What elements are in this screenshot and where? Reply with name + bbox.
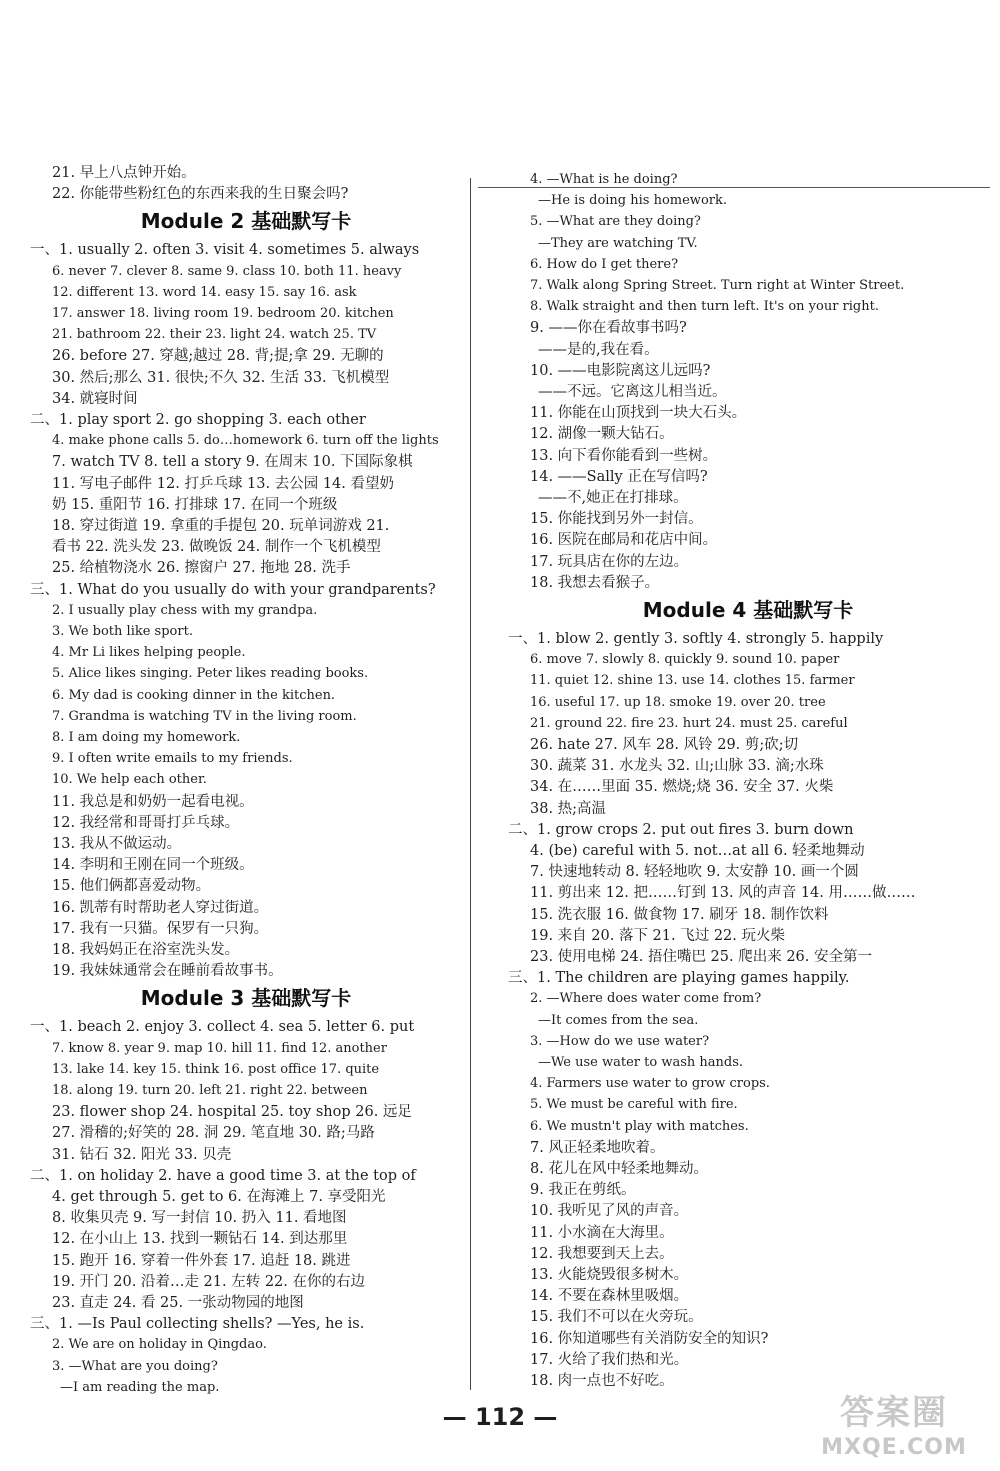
answer-line: 10. ——电影院离这儿远吗? bbox=[530, 362, 711, 379]
answer-line: 19. 开门 20. 沿着…走 21. 左转 22. 在你的右边 bbox=[52, 1273, 366, 1290]
answer-line: 8. 花儿在风中轻柔地舞动。 bbox=[530, 1161, 708, 1177]
answer-line: —He is doing his homework. bbox=[538, 193, 727, 209]
page-number: — 112 — bbox=[442, 1403, 558, 1431]
answer-line: 34. 就寝时间 bbox=[52, 390, 138, 407]
answer-line: 6. never 7. clever 8. same 9. class 10. both 11. heavy bbox=[52, 263, 402, 279]
answer-line: 13. 向下看你能看到一些树。 bbox=[530, 447, 718, 464]
answer-line: 14. 李明和王刚在同一个班级。 bbox=[52, 857, 254, 874]
answer-line: 22. 你能带些粉红色的东西来我的生日聚会吗? bbox=[52, 186, 349, 203]
answer-line: ——不,她正在打排球。 bbox=[538, 490, 688, 506]
answer-line: 15. 我们不可以在火旁玩。 bbox=[530, 1309, 703, 1326]
answer-line: 11. 小水滴在大海里。 bbox=[530, 1224, 674, 1241]
answer-line: 17. 火给了我们热和光。 bbox=[530, 1351, 689, 1368]
answer-line: ——不远。它离这儿相当近。 bbox=[538, 384, 727, 400]
answer-line: 38. 热;高温 bbox=[530, 800, 607, 817]
answer-line: 7. know 8. year 9. map 10. hill 11. find 12. another bbox=[52, 1040, 387, 1056]
answer-line: 4. (be) careful with 5. not…at all 6. 轻柔地舞动 bbox=[530, 843, 865, 859]
answer-line: 17. answer 18. living room 19. bedroom 20. kitchen bbox=[52, 306, 394, 321]
answer-line: 5. —What are they doing? bbox=[530, 214, 701, 230]
answer-line: 6. We mustn't play with matches. bbox=[530, 1118, 749, 1134]
answer-line: 30. 蔬菜 31. 水龙头 32. 山;山脉 33. 滴;水珠 bbox=[530, 758, 824, 775]
answer-line: 16. 你知道哪些有关消防安全的知识? bbox=[530, 1330, 769, 1347]
answer-line: 15. 你能找到另外一封信。 bbox=[530, 511, 703, 528]
answer-line: 2. —Where does water come from? bbox=[530, 991, 762, 1007]
answer-line: 7. 风正轻柔地吹着。 bbox=[530, 1139, 665, 1156]
watermark-url: MXQE.COM bbox=[821, 1435, 967, 1460]
answer-line: 12. 在小山上 13. 找到一颗钻石 14. 到达那里 bbox=[52, 1231, 348, 1248]
watermark-text: 答案圈 bbox=[840, 1393, 948, 1433]
answer-line: 3. —How do we use water? bbox=[530, 1033, 710, 1049]
answer-line: 26. hate 27. 风车 28. 风铃 29. 剪;砍;切 bbox=[530, 737, 799, 753]
answer-line: 15. 跑开 16. 穿着一件外套 17. 追赶 18. 跳进 bbox=[52, 1252, 351, 1269]
answer-line: 6. How do I get there? bbox=[530, 256, 679, 272]
answer-line: 30. 然后;那么 31. 很快;不久 32. 生活 33. 飞机模型 bbox=[52, 369, 390, 386]
answer-line: 23. 使用电梯 24. 捂住嘴巴 25. 爬出来 26. 安全第一 bbox=[530, 949, 873, 965]
answer-line: ——是的,我在看。 bbox=[538, 341, 659, 358]
answer-line: 8. Walk straight and then turn left. It's on your right. bbox=[530, 299, 879, 315]
answer-line: 三、1. The children are playing games happily. bbox=[508, 970, 850, 987]
module-heading: Module 3 基础默写卡 bbox=[140, 986, 352, 1011]
answer-line: 11. 我总是和奶奶一起看电视。 bbox=[52, 793, 254, 810]
answer-line: 7. watch TV 8. tell a story 9. 在周末 10. 下国际象棋 bbox=[52, 454, 413, 471]
answer-line: 5. We must be careful with fire. bbox=[530, 1097, 738, 1113]
answer-line: 7. Grandma is watching TV in the living room. bbox=[52, 708, 357, 724]
answer-line: 9. ——你在看故事书吗? bbox=[530, 320, 687, 337]
answer-line: —We use water to wash hands. bbox=[538, 1055, 743, 1070]
answer-line: 三、1. —Is Paul collecting shells? —Yes, he is. bbox=[30, 1316, 365, 1333]
answer-line: 7. 快速地转动 8. 轻轻地吹 9. 太安静 10. 画一个圆 bbox=[530, 864, 859, 881]
answer-line: 12. 湖像一颗大钻石。 bbox=[530, 426, 674, 443]
answer-line: 31. 钻石 32. 阳光 33. 贝壳 bbox=[52, 1146, 232, 1163]
answer-line: 12. 我想要到天上去。 bbox=[530, 1245, 674, 1262]
answer-line: 34. 在……里面 35. 燃烧;烧 36. 安全 37. 火柴 bbox=[530, 779, 834, 796]
answer-line: 16. 医院在邮局和花店中间。 bbox=[530, 532, 718, 549]
answer-line: 二、1. on holiday 2. have a good time 3. at the top of bbox=[30, 1167, 416, 1184]
answer-line: 一、1. beach 2. enjoy 3. collect 4. sea 5. letter 6. put bbox=[30, 1019, 415, 1036]
answer-line: 18. 肉一点也不好吃。 bbox=[530, 1373, 674, 1389]
answer-line: 2. I usually play chess with my grandpa. bbox=[52, 602, 318, 618]
answer-line: 9. I often write emails to my friends. bbox=[52, 751, 293, 767]
answer-line: 一、1. blow 2. gently 3. softly 4. strongly 5. happily bbox=[508, 631, 884, 647]
answer-line: 4. —What is he doing? bbox=[530, 172, 678, 187]
answer-line: 9. 我正在剪纸。 bbox=[530, 1182, 636, 1199]
answer-line: 23. flower shop 24. hospital 25. toy shop 26. 远足 bbox=[52, 1104, 412, 1121]
answer-line: 4. make phone calls 5. do…homework 6. turn off the lights bbox=[52, 433, 439, 449]
answer-line: 23. 直走 24. 看 25. 一张动物园的地图 bbox=[52, 1295, 304, 1311]
answer-line: 8. 收集贝壳 9. 写一封信 10. 扔入 11. 看地图 bbox=[52, 1210, 347, 1227]
column-divider bbox=[470, 178, 471, 1390]
answer-line: 6. My dad is cooking dinner in the kitchen. bbox=[52, 687, 336, 703]
answer-line: 21. ground 22. fire 23. hurt 24. must 25. careful bbox=[530, 715, 848, 731]
answer-line: 8. I am doing my homework. bbox=[52, 730, 241, 745]
answer-line: 二、1. grow crops 2. put out fires 3. burn down bbox=[508, 821, 854, 838]
answer-line: 13. lake 14. key 15. think 16. post office 17. quite bbox=[52, 1061, 380, 1077]
answer-line: 17. 我有一只猫。保罗有一只狗。 bbox=[52, 920, 269, 937]
answer-line: 2. We are on holiday in Qingdao. bbox=[52, 1337, 267, 1353]
answer-line: 18. 穿过街道 19. 拿重的手提包 20. 玩单词游戏 21. bbox=[52, 518, 390, 534]
answer-line: 7. Walk along Spring Street. Turn right at Winter Street. bbox=[530, 278, 905, 293]
watermark-logo bbox=[794, 1392, 994, 1468]
module-heading: Module 4 基础默写卡 bbox=[642, 598, 854, 622]
answer-line: 12. different 13. word 14. easy 15. say 16. ask bbox=[52, 284, 357, 300]
answer-line: 5. Alice likes singing. Peter likes reading books. bbox=[52, 666, 369, 682]
answer-line: 17. 玩具店在你的左边。 bbox=[530, 553, 689, 570]
answer-line: 4. Mr Li likes helping people. bbox=[52, 645, 246, 661]
answer-line: 6. move 7. slowly 8. quickly 9. sound 10. paper bbox=[530, 652, 840, 668]
answer-line: 10. 我听见了风的声音。 bbox=[530, 1203, 689, 1220]
answer-line: —They are watching TV. bbox=[538, 235, 698, 251]
answer-line: —I am reading the map. bbox=[60, 1379, 220, 1395]
answer-line: 三、1. What do you usually do with your grandparents? bbox=[30, 581, 436, 598]
answer-line: 27. 滑稽的;好笑的 28. 洞 29. 笔直地 30. 路;马路 bbox=[52, 1125, 375, 1142]
answer-line: 11. quiet 12. shine 13. use 14. clothes 15. farmer bbox=[530, 673, 855, 689]
answer-line: 11. 你能在山顶找到一块大石头。 bbox=[530, 405, 747, 422]
answer-line: 3. —What are you doing? bbox=[52, 1358, 218, 1374]
answer-line: 15. 洗衣服 16. 做食物 17. 刷牙 18. 制作饮料 bbox=[530, 906, 829, 923]
module-heading: Module 2 基础默写卡 bbox=[140, 209, 352, 234]
answer-line: 18. along 19. turn 20. left 21. right 22. between bbox=[52, 1083, 368, 1098]
answer-line: 18. 我想去看猴子。 bbox=[530, 574, 660, 591]
answer-line: 14. ——Sally 正在写信吗? bbox=[530, 468, 708, 485]
answer-line: 10. We help each other. bbox=[52, 772, 207, 788]
answer-line: 11. 剪出来 12. 把……钉到 13. 风的声音 14. 用……做…… bbox=[530, 885, 916, 902]
answer-line: 看书 22. 洗头发 23. 做晚饭 24. 制作一个飞机模型 bbox=[52, 539, 381, 556]
answer-line: 11. 写电子邮件 12. 打乒乓球 13. 去公园 14. 看望奶 bbox=[52, 475, 395, 492]
answer-line: 14. 不要在森林里吸烟。 bbox=[530, 1288, 689, 1305]
answer-line: 奶 15. 重阳节 16. 打排球 17. 在同一个班级 bbox=[52, 496, 338, 513]
answer-line: 16. useful 17. up 18. smoke 19. over 20. tree bbox=[530, 694, 826, 710]
answer-line: 15. 他们俩都喜爱动物。 bbox=[52, 878, 211, 895]
answer-line: 18. 我妈妈正在浴室洗头发。 bbox=[52, 942, 240, 958]
answer-line: 3. We both like sport. bbox=[52, 624, 193, 639]
answer-line: 19. 我妹妹通常会在睡前看故事书。 bbox=[52, 963, 283, 980]
answer-line: 26. before 27. 穿越;越过 28. 背;提;拿 29. 无聊的 bbox=[52, 348, 384, 365]
answer-line: 16. 凯蒂有时帮助老人穿过街道。 bbox=[52, 899, 269, 916]
answer-line: 4. get through 5. get to 6. 在海滩上 7. 享受阳光 bbox=[52, 1189, 386, 1205]
answer-line: —It comes from the sea. bbox=[538, 1012, 699, 1028]
answer-line: 21. 早上八点钟开始。 bbox=[52, 165, 196, 181]
answer-line: 13. 我从不做运动。 bbox=[52, 836, 182, 852]
answer-line: 13. 火能烧毁很多树木。 bbox=[530, 1267, 689, 1283]
answer-line: 19. 来自 20. 落下 21. 飞过 22. 玩火柴 bbox=[530, 927, 786, 944]
answer-line: 二、1. play sport 2. go shopping 3. each other bbox=[30, 412, 366, 428]
answer-line: 一、1. usually 2. often 3. visit 4. sometimes 5. always bbox=[30, 242, 420, 259]
answer-line: 25. 给植物浇水 26. 擦窗户 27. 拖地 28. 洗手 bbox=[52, 560, 351, 577]
answer-line: 12. 我经常和哥哥打乒乓球。 bbox=[52, 814, 240, 831]
answer-line: 21. bathroom 22. their 23. light 24. watch 25. TV bbox=[52, 327, 377, 343]
answer-line: 4. Farmers use water to grow crops. bbox=[530, 1076, 770, 1092]
